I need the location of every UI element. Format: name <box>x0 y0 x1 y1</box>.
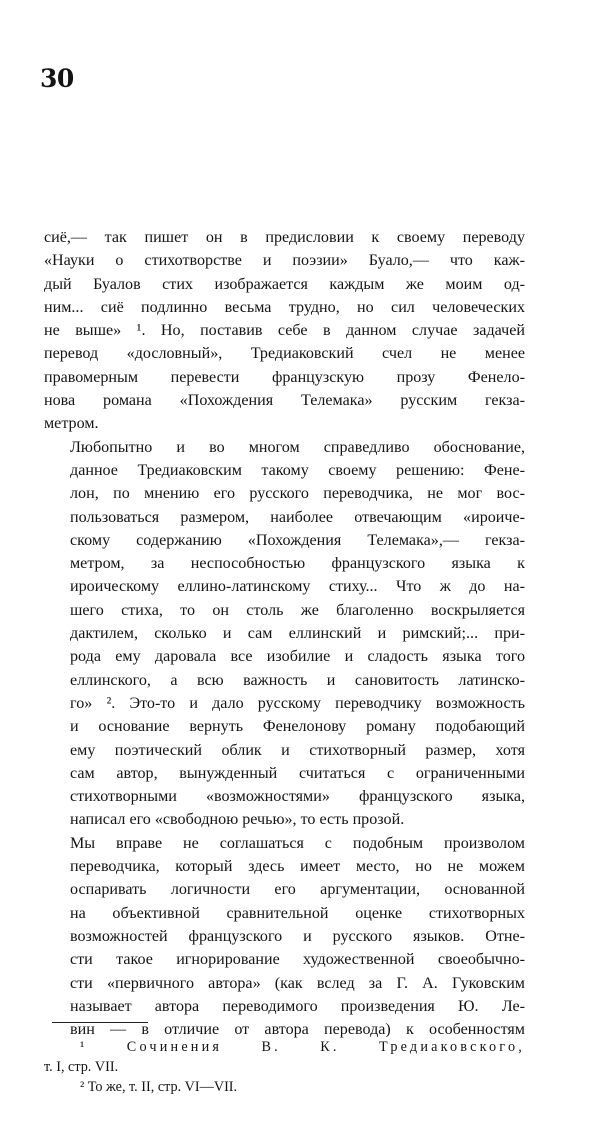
text-line: написал его «свободною речью», то есть прозой. <box>70 811 405 829</box>
text-line: дый Буалов стих изображается каждым же моим од- <box>44 275 525 293</box>
main-text <box>44 226 525 1041</box>
footnote-1-continuation: т. I, стр. VII. <box>44 1059 119 1075</box>
text-line: правомерным перевести французскую прозу Фенело- <box>44 368 525 386</box>
text-line: лон, по мнению его русского переводчика, не мог вос- <box>70 485 525 503</box>
text-line: шего стиха, то он столь же благоленно воскрыляется <box>70 601 525 619</box>
text-line: возможностей французского и русского языков. Отне- <box>70 927 525 945</box>
text-line: ироическому еллино-латинскому стиху... Что ж до на- <box>70 578 525 596</box>
text-line: не выше» ¹. Но, поставив себе в данном случае задачей <box>44 322 525 340</box>
text-line: «Науки о стихотворстве и поэзии» Буало,— что каж- <box>44 252 525 270</box>
footnote-1-text: ¹ Сочинения В. К. Тредиаковского, <box>80 1039 525 1055</box>
footnote-divider <box>52 1022 148 1023</box>
text-line: называет автора переводимого произведения Ю. Ле- <box>70 997 525 1015</box>
text-line: еллинского, а всю важность и сановитость латинско- <box>70 671 525 689</box>
footnotes <box>44 1037 525 1097</box>
text-line: метром. <box>44 415 99 433</box>
text-line: сти такое игнорирование художественной своеобычно- <box>70 951 525 969</box>
text-line: ему поэтический облик и стихотворный размер, хотя <box>70 741 525 759</box>
paragraph-2 <box>44 436 525 832</box>
text-line: сиё,— так пишет он в предисловии к своему переводу <box>44 229 525 246</box>
paragraph-1 <box>44 226 525 436</box>
text-line: пользоваться размером, наиболее отвечающим «ироиче- <box>70 508 525 526</box>
text-line: сти «первичного автора» (как вслед за Г. А. Гуковским <box>70 974 525 992</box>
text-line: переводчика, который здесь имеет место, но не можем <box>70 858 525 876</box>
text-line: метром, за неспособностью французского языка к <box>70 555 525 573</box>
text-line: перевод «дословный», Тредиаковский счел не менее <box>44 345 525 363</box>
text-line: рода ему даровала все изобилие и сладость языка того <box>70 648 525 666</box>
text-line: на объективной сравнительной оценке стихотворных <box>70 904 525 922</box>
text-line: и основание вернуть Фенелонову роману подобающий <box>70 718 525 736</box>
text-line: го» ². Это-то и дало русскому переводчику возможность <box>70 694 525 712</box>
text-line: нова романа «Похождения Телемака» русским гекза- <box>44 392 525 410</box>
footnote-1 <box>44 1037 525 1057</box>
text-line: Мы вправе не соглашаться с подобным произволом <box>70 834 525 852</box>
text-line: ним... сиё подлинно весьма трудно, но сил человеческих <box>44 298 525 316</box>
text-line: скому содержанию «Похождения Телемака»,— гекза- <box>70 531 525 549</box>
page-number: 30 <box>40 64 74 93</box>
text-line: вин — в отличие от автора перевода) к особенностям <box>70 1021 525 1039</box>
text-line: Любопытно и во многом справедливо обоснование, <box>70 438 525 456</box>
text-line: данное Тредиаковским такому своему решению: Фене- <box>70 461 525 479</box>
footnote-2: ² То же, т. II, стр. VI—VII. <box>80 1079 238 1095</box>
text-line: стихотворными «возможностями» французского языка, <box>70 788 525 806</box>
text-line: сам автор, вынужденный считаться с ограниченными <box>70 764 525 782</box>
text-line: оспаривать логичности его аргументации, основанной <box>70 881 525 899</box>
text-line: дактилем, сколько и сам еллинский и римский;... при- <box>70 625 525 643</box>
paragraph-3 <box>44 832 525 1042</box>
